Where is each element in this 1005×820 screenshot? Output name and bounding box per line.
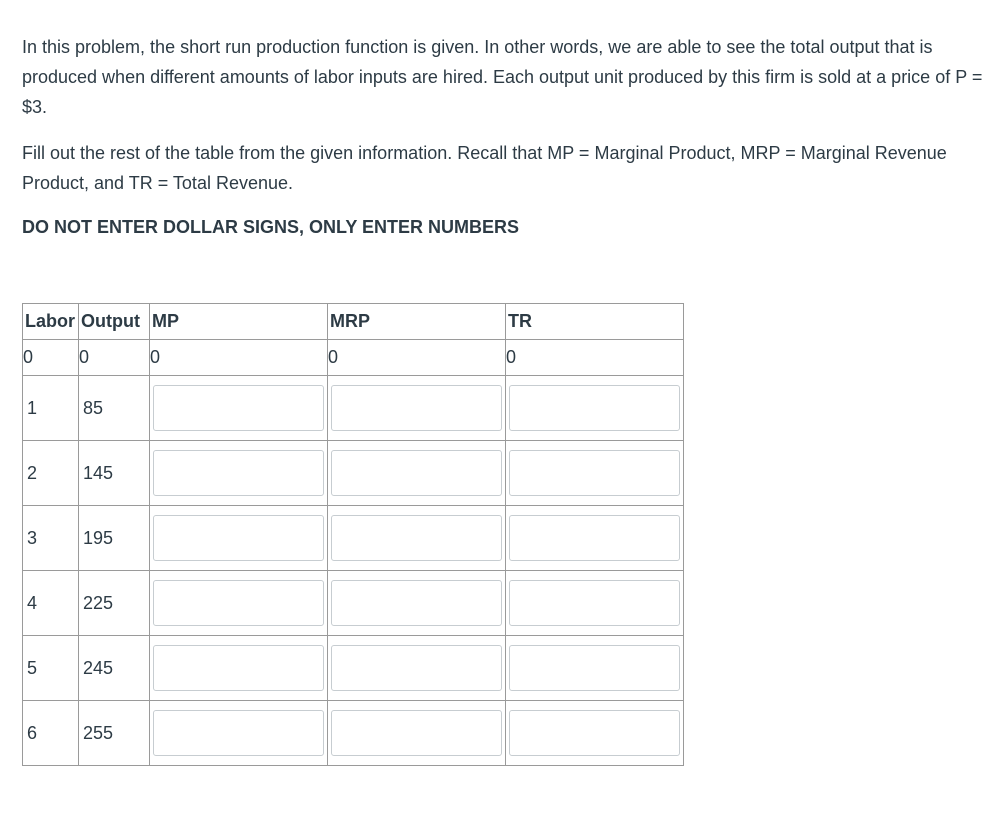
mp-input-labor-1[interactable]: [153, 385, 324, 431]
mrp-input-labor-3[interactable]: [331, 515, 502, 561]
header-row: [23, 304, 684, 340]
tr-cell: [506, 506, 684, 571]
mp-input-labor-3[interactable]: [153, 515, 324, 561]
tr-cell: [506, 376, 684, 441]
mrp-cell: [328, 636, 506, 701]
mrp-cell: [328, 701, 506, 766]
mrp-input-labor-1[interactable]: [331, 385, 502, 431]
tr-cell: [506, 571, 684, 636]
mp-input-labor-2[interactable]: [153, 450, 324, 496]
header-mrp: MRP: [328, 304, 506, 340]
tr-input-labor-4[interactable]: [509, 580, 680, 626]
production-table: [22, 303, 684, 766]
mp-cell: 0: [150, 340, 328, 376]
mrp-input-labor-6[interactable]: [331, 710, 502, 756]
output-cell: 195: [79, 506, 150, 571]
mp-cell: [150, 441, 328, 506]
intro-paragraph: In this problem, the short run production function is given. In other words, we are able to see the total output that is produced when different amounts of labor inputs are hired. Each output unit produced by this firm is sold at a price of P = $3.: [22, 37, 983, 117]
labor-cell: 5: [23, 636, 79, 701]
header-mp: MP: [150, 304, 328, 340]
header-output: Output: [79, 304, 150, 340]
tr-input-labor-6[interactable]: [509, 710, 680, 756]
labor-cell: 3: [23, 506, 79, 571]
mp-input-labor-5[interactable]: [153, 645, 324, 691]
output-cell: 255: [79, 701, 150, 766]
question-text: [22, 32, 987, 242]
mrp-input-labor-2[interactable]: [331, 450, 502, 496]
warning-text: DO NOT ENTER DOLLAR SIGNS, ONLY ENTER NUMBERS: [22, 217, 520, 237]
mp-cell: [150, 571, 328, 636]
header-labor: Labor: [23, 304, 79, 340]
tr-cell: [506, 636, 684, 701]
mp-cell: [150, 701, 328, 766]
tr-cell: [506, 441, 684, 506]
labor-cell: 4: [23, 571, 79, 636]
mp-input-labor-6[interactable]: [153, 710, 324, 756]
labor-cell: 0: [23, 340, 79, 376]
mrp-input-labor-5[interactable]: [331, 645, 502, 691]
header-tr: TR: [506, 304, 684, 340]
output-cell: 0: [79, 340, 150, 376]
mp-cell: [150, 636, 328, 701]
table-row: [23, 376, 684, 441]
tr-input-labor-5[interactable]: [509, 645, 680, 691]
output-cell: 85: [79, 376, 150, 441]
table-row: [23, 571, 684, 636]
output-cell: 225: [79, 571, 150, 636]
mp-input-labor-4[interactable]: [153, 580, 324, 626]
labor-cell: 6: [23, 701, 79, 766]
tr-cell: 0: [506, 340, 684, 376]
mrp-cell: [328, 506, 506, 571]
table-row: [23, 340, 684, 376]
labor-cell: 1: [23, 376, 79, 441]
table-row: [23, 506, 684, 571]
table-row: [23, 441, 684, 506]
mp-cell: [150, 376, 328, 441]
instructions-paragraph: Fill out the rest of the table from the given information. Recall that MP = Marginal Product, MRP = Marginal Revenue Product, and TR = Total Revenue.: [22, 143, 947, 193]
labor-cell: 2: [23, 441, 79, 506]
tr-input-labor-1[interactable]: [509, 385, 680, 431]
output-cell: 245: [79, 636, 150, 701]
mp-cell: [150, 506, 328, 571]
table-row: [23, 636, 684, 701]
mrp-cell: [328, 571, 506, 636]
mrp-cell: 0: [328, 340, 506, 376]
mrp-cell: [328, 376, 506, 441]
table-row: [23, 701, 684, 766]
tr-input-labor-3[interactable]: [509, 515, 680, 561]
mrp-input-labor-4[interactable]: [331, 580, 502, 626]
tr-input-labor-2[interactable]: [509, 450, 680, 496]
mrp-cell: [328, 441, 506, 506]
tr-cell: [506, 701, 684, 766]
output-cell: 145: [79, 441, 150, 506]
